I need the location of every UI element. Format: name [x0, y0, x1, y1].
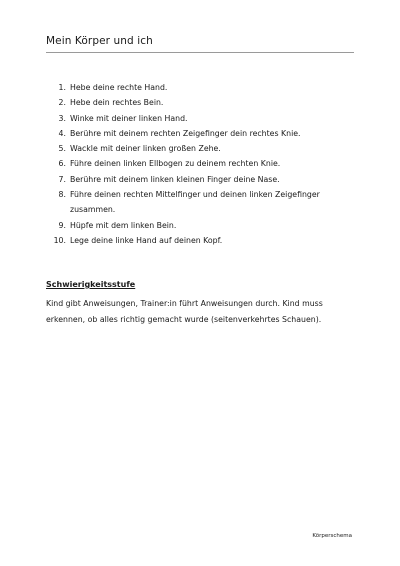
section-body-text: Kind gibt Anweisungen, Trainer:in führt Anweisungen durch. Kind muss erkennen, ob alles richtig gemacht wurde (seitenverkehrtes Schauen). — [46, 299, 323, 324]
list-item — [46, 141, 346, 156]
list-item-text: Hebe dein rechtes Bein. — [70, 98, 164, 108]
footer-label: Körperschema — [312, 533, 352, 539]
list-item — [46, 111, 346, 126]
list-item-text: Hüpfe mit dem linken Bein. — [70, 220, 177, 230]
list-item-text: Führe deinen linken Ellbogen zu deinem rechten Knie. — [70, 159, 281, 169]
instruction-list — [46, 80, 346, 248]
list-item — [46, 80, 346, 95]
list-item — [46, 218, 346, 233]
list-item-number: 7. — [58, 174, 66, 184]
list-item-number: 8. — [58, 190, 66, 200]
title-divider — [46, 52, 354, 53]
list-item — [46, 187, 346, 218]
list-item — [46, 126, 346, 141]
list-item — [46, 233, 346, 248]
list-item-number: 6. — [58, 159, 66, 169]
list-item — [46, 156, 346, 171]
list-item-number: 9. — [58, 220, 66, 230]
page-title: Mein Körper und ich — [46, 35, 153, 47]
list-item-text: Wackle mit deiner linken großen Zehe. — [70, 144, 221, 154]
list-item — [46, 95, 346, 110]
section-heading: Schwierigkeitsstufe — [46, 280, 136, 289]
list-item-number: 10. — [53, 235, 66, 245]
list-item-text: Lege deine linke Hand auf deinen Kopf. — [70, 235, 223, 245]
list-item-number: 5. — [58, 144, 66, 154]
list-item-text: Berühre mit deinem linken kleinen Finger deine Nase. — [70, 174, 280, 184]
list-item-text: Winke mit deiner linken Hand. — [70, 113, 188, 123]
list-item-text: Berühre mit deinem rechten Zeigefinger dein rechtes Knie. — [70, 128, 301, 138]
list-item-number: 2. — [58, 98, 66, 108]
list-item-text: Hebe deine rechte Hand. — [70, 83, 168, 92]
list-item-number: 1. — [58, 83, 66, 92]
list-item-number: 4. — [58, 128, 66, 138]
list-item-number: 3. — [58, 113, 66, 123]
list-item-text: Führe deinen rechten Mittelfinger und deinen linken Zeigefinger zusammen. — [70, 190, 320, 215]
list-item — [46, 172, 346, 187]
